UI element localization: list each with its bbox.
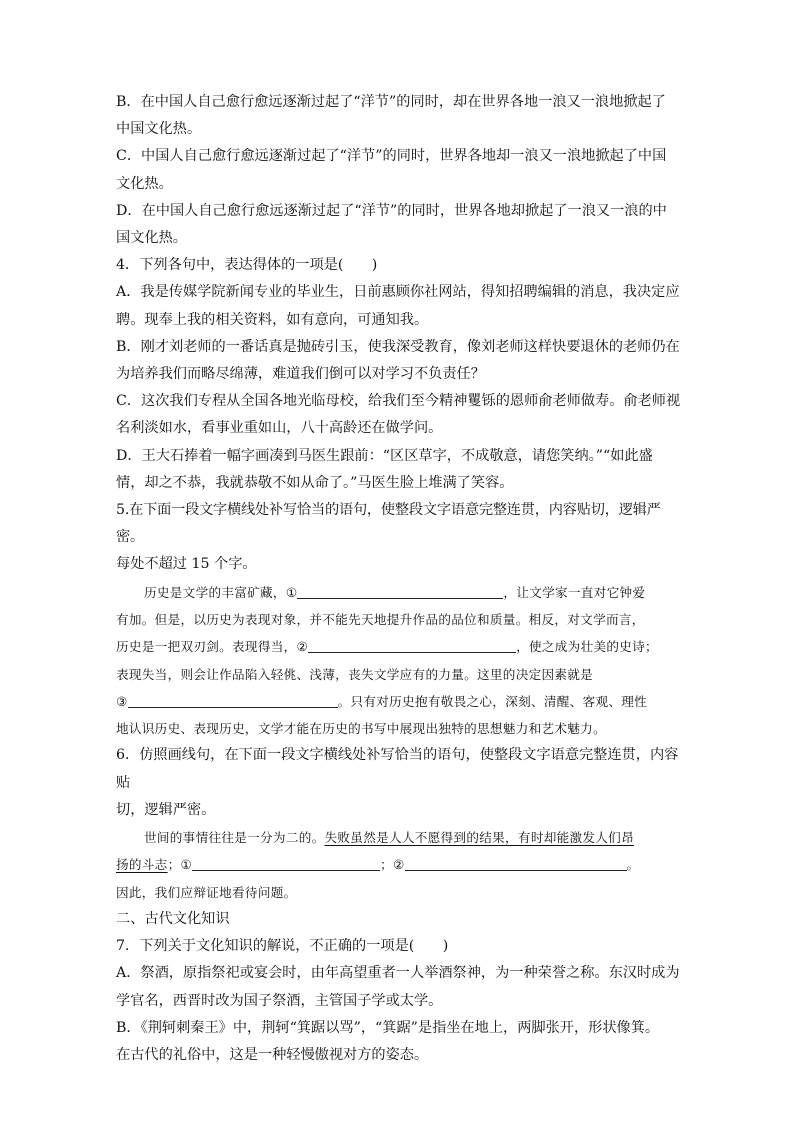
q6-text: 。 bbox=[626, 857, 640, 873]
q5-passage-line6: 地认识历史、表现历史，文学才能在历史的书写中展现出独特的思想魅力和艺术魅力。 bbox=[116, 721, 606, 737]
q7-stem: 7．下列关于文化知识的解说，不正确的一项是( ) bbox=[116, 938, 449, 955]
q4-option-c-line2: 名利淡如水，看事业重如山，八十高龄还在做学问。 bbox=[116, 420, 443, 437]
page-content bbox=[116, 89, 682, 1069]
q3-option-d-line2: 国文化热。 bbox=[116, 230, 187, 247]
answer-blank-3[interactable] bbox=[128, 693, 338, 708]
q7-option-b-line2: 在古代的礼俗中，这是一种轻慢傲视对方的姿态。 bbox=[116, 1046, 429, 1063]
q4-option-a-line2: 聘。现奉上我的相关资料，如有意向，可通知我。 bbox=[116, 311, 429, 328]
q5-passage-line2: 有加。但是，以历史为表现对象，并不能先天地提升作品的品位和质量。相反，对文学而言， bbox=[116, 611, 645, 627]
q7-option-a-line1: A．祭酒，原指祭祀或宴会时，由年高望重者一人举酒祭神，为一种荣誉之称。东汉时成为 bbox=[116, 965, 680, 982]
q5-passage-line5 bbox=[116, 688, 682, 715]
q6-passage-line1 bbox=[116, 824, 682, 851]
q3-option-c-line1: C．中国人自己愈行愈远逐渐过起了“洋节”的同时，世界各地却一浪又一浪地掀起了中国 bbox=[116, 148, 667, 165]
q6-text: 世间的事情往往是一分为二的。 bbox=[144, 830, 325, 846]
q6-underlined-sentence: 失败虽然是人人不愿得到的结果，有时却能激发人们昂 bbox=[324, 830, 634, 846]
q6-stem-line2: 切，逻辑严密。 bbox=[116, 801, 216, 818]
q5-text: 历史是一把双刃剑。表现得当，② bbox=[116, 639, 309, 655]
answer-blank-2[interactable] bbox=[308, 638, 516, 653]
q4-option-b-line1: B．刚才刘老师的一番话真是抛砖引玉，使我深受教育，像刘老师这样快要退休的老师仍在 bbox=[116, 338, 680, 355]
q3-option-d-line1: D．在中国人自己愈行愈远逐渐过起了“洋节”的同时，世界各地却掀起了一浪又一浪的中 bbox=[116, 202, 667, 219]
q5-text: 。只有对历史抱有敬畏之心，深刻、清醒、客观、理性 bbox=[337, 693, 648, 709]
q5-text: ，让文学家一直对它钟爱 bbox=[503, 584, 646, 600]
q4-option-c-line1: C．这次我们专程从全国各地光临母校，给我们至今精神矍铄的恩师俞老师做寿。俞老师视 bbox=[116, 393, 681, 410]
q4-option-d-line1: D．王大石捧着一幅字画凑到马医生跟前：“区区草字，不成敬意，请您笑纳。”“如此盛 bbox=[116, 447, 653, 464]
q4-stem: 4．下列各句中，表达得体的一项是( ) bbox=[116, 257, 378, 274]
q4-option-b-line2: 为培养我们而略尽绵薄，难道我们倒可以对学习不负责任？ bbox=[116, 366, 485, 383]
q5-text: 历史是文学的丰富矿藏，① bbox=[144, 584, 298, 600]
q7-option-b-line1: B．《荆轲刺秦王》中，荆轲“箕踞以骂”，“箕踞”是指坐在地上，两脚张开，形状像箕。 bbox=[116, 1019, 660, 1036]
q5-passage-line1 bbox=[116, 579, 682, 606]
q5-stem-line1: 5.在下面一段文字横线处补写恰当的语句，使整段文字语意完整连贯，内容贴切，逻辑严密。 bbox=[116, 502, 661, 546]
q5-text: ③ bbox=[116, 693, 128, 709]
q5-passage-line4: 表现失当，则会让作品陷入轻佻、浅薄，丧失文学应有的力量。这里的决定因素就是 bbox=[116, 666, 594, 682]
answer-blank-q6-2[interactable] bbox=[405, 856, 627, 871]
q3-option-c-line2: 文化热。 bbox=[116, 175, 173, 192]
answer-blank-q6-1[interactable] bbox=[192, 856, 380, 871]
q5-stem-line2: 每处不超过 15 个字。 bbox=[116, 556, 257, 573]
q6-stem-line1: 6．仿照画线句，在下面一段文字横线处补写恰当的语句，使整段文字语意完整连贯，内容贴 bbox=[116, 747, 679, 791]
section-heading: 二、古代文化知识 bbox=[116, 910, 230, 927]
q6-passage-line3: 因此，我们应辩证地看待问题。 bbox=[116, 884, 297, 900]
q6-passage-line2 bbox=[116, 851, 682, 878]
q5-text: ，使之成为壮美的史诗； bbox=[516, 639, 658, 655]
q3-option-b-line1: B．在中国人自己愈行愈远逐渐过起了“洋节”的同时，却在世界各地一浪又一浪地掀起了 bbox=[116, 94, 666, 110]
q5-passage-line3 bbox=[116, 633, 682, 660]
q4-option-d-line2: 情，却之不恭，我就恭敬不如从命了。”马医生脸上堆满了笑容。 bbox=[116, 474, 514, 491]
q6-text: ；② bbox=[380, 857, 405, 873]
q6-underlined-sentence-end: 扬的斗志 bbox=[116, 857, 168, 873]
q3-option-b-line2: 中国文化热。 bbox=[116, 121, 202, 138]
q6-text: ；① bbox=[167, 857, 193, 873]
q7-option-a-line2: 学官名，西晋时改为国子祭酒，主管国子学或太学。 bbox=[116, 992, 443, 1009]
q4-option-a-line1: A．我是传媒学院新闻专业的毕业生，日前惠顾你社网站，得知招聘编辑的消息，我决定应 bbox=[116, 284, 680, 301]
answer-blank-1[interactable] bbox=[297, 584, 503, 599]
